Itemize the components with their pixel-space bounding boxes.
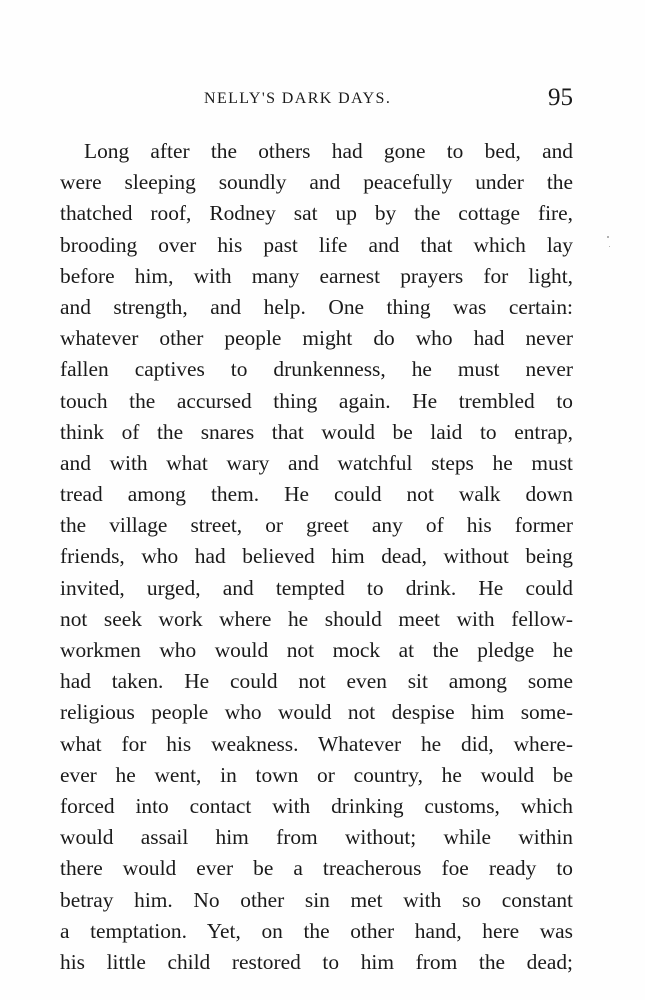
text-line: and with what wary and watchful steps he must: [60, 450, 573, 475]
text-line: there would ever be a treacherous foe ready to: [60, 856, 573, 881]
text-line: before him, with many earnest prayers for light,: [60, 263, 573, 288]
text-line: workmen who would not mock at the pledge he: [60, 638, 573, 662]
text-line: not seek work where he should meet with fellow-: [60, 606, 573, 631]
text-line: brooding over his past life and that which lay: [60, 232, 573, 257]
text-line: forced into contact with drinking customs, which: [60, 793, 573, 818]
text-line: fallen captives to drunkenness, he must never: [60, 357, 573, 382]
running-head: [60, 86, 573, 114]
text-line: had taken. He could not even sit among some: [60, 669, 573, 694]
text-line: think of the snares that would be laid to entrap,: [60, 419, 573, 444]
text-line: were sleeping soundly and peacefully under the: [60, 170, 573, 195]
text-line: thatched roof, Rodney sat up by the cottage fire,: [60, 201, 573, 226]
paper-speck: [607, 236, 609, 238]
text-line: a temptation. Yet, on the other hand, here was: [60, 918, 573, 943]
text-line: Long after the others had gone to bed, and: [84, 139, 573, 163]
text-line: his little child restored to him from the dead;: [60, 949, 573, 974]
text-line: ever he went, in town or country, he would be: [60, 762, 573, 787]
page-number: 95: [548, 84, 573, 111]
text-line: would assail him from without; while within: [60, 825, 573, 850]
body-text: [60, 136, 573, 978]
text-line: betray him. No other sin met with so constant: [60, 887, 573, 912]
text-line: religious people who would not despise him some-: [60, 700, 573, 725]
running-title: NELLY'S DARK DAYS.: [204, 90, 392, 107]
text-line: tread among them. He could not walk down: [60, 482, 573, 507]
text-line: and strength, and help. One thing was certain:: [60, 294, 573, 319]
text-line: touch the accursed thing again. He trembled to: [60, 388, 573, 413]
text-line: the village street, or greet any of his former: [60, 513, 573, 538]
text-line: invited, urged, and tempted to drink. He could: [60, 575, 573, 600]
text-line: what for his weakness. Whatever he did, where-: [60, 731, 573, 756]
text-line: whatever other people might do who had never: [60, 326, 573, 351]
paper-speck: [609, 246, 610, 247]
text-line: friends, who had believed him dead, without being: [60, 544, 573, 569]
